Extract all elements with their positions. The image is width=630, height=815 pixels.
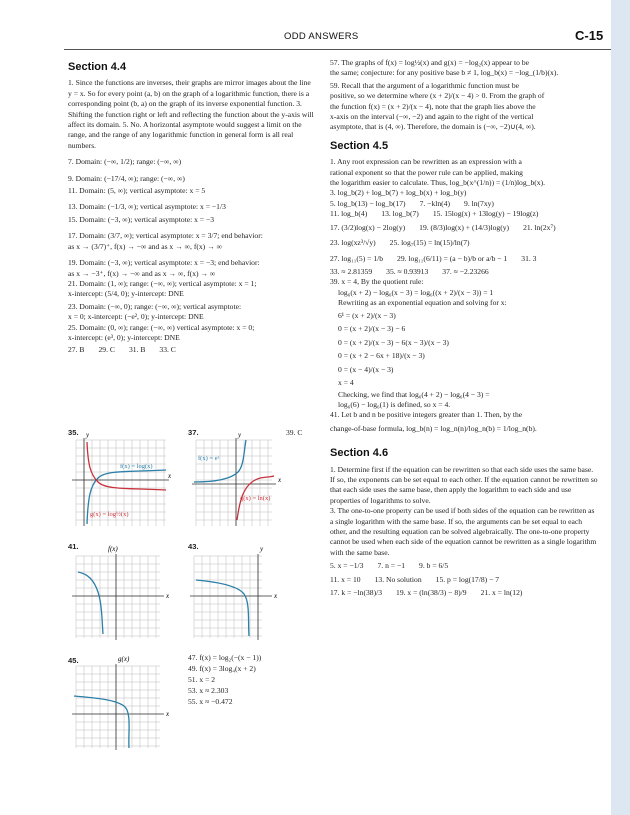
answer-27: 27. B [68, 345, 85, 355]
step-5: 0 = (x − 4)/(x − 3) [338, 364, 394, 374]
page-header [0, 30, 611, 50]
graph-37-label: 37. [188, 428, 199, 437]
graph-35 [68, 428, 172, 528]
answer-4-5-39-e: log₆(6) − log₆(1) is defined, so x = 4. [338, 399, 451, 409]
answer-59: 59. Recall that the argument of a logarithmic function must be [330, 80, 520, 90]
answer-49: 49. f(x) = 3log₄(x + 2) [188, 664, 256, 673]
answer-4-5-23: 23. log(xz³/√y) [330, 238, 376, 248]
graph-43-plot [188, 542, 288, 642]
answer-31: 31. B [128, 345, 146, 355]
answer-9: 9. Domain: (−17/4, ∞); range: (−∞, ∞) [68, 173, 185, 183]
graph-45-plot [68, 652, 178, 752]
answer-4-6-19: 19. x = (ln(38/3) − 8)/9 [396, 588, 467, 598]
graph-43-x-axis: x [274, 592, 278, 600]
section-4-6-title: Section 4.6 [330, 447, 389, 460]
step-3: 0 = (x + 2)/(x − 3) − 6(x − 3)/(x − 3) [338, 337, 449, 347]
section-4-4-title: Section 4.4 [68, 61, 127, 73]
right-column [330, 58, 598, 598]
graph-37-g-label: g(x) = ln(x) [240, 495, 271, 502]
left-column [68, 58, 316, 356]
answer-59-b: positive, so we determine where (x + 2)/(x − 4) > 0. From the graph of [330, 91, 545, 101]
answer-4-5-25: 25. log₇(15) = ln(15)/ln(7) [389, 238, 470, 248]
answer-5-text: 5. No. A horizontal asymptote would suggest a limit on the range, and the range of any logarithmic function in general form is all real numbers. [68, 120, 302, 150]
answer-4-5-39-steps [330, 309, 598, 390]
answer-4-5-39-c: Rewriting as an exponential equation and solving for x: [338, 298, 507, 308]
step-1: 6¹ = (x + 2)/(x − 3) [338, 310, 396, 320]
page-edge-strip [611, 0, 630, 815]
answer-4-5-35: 35. ≈ 0.93913 [386, 266, 429, 276]
multiple-choice-row [68, 345, 316, 355]
answer-4-5-19: 19. (8/3)log(x) + (14/3)log(y) [419, 222, 510, 232]
answer-4-6-5: 5. x = −1/3 [330, 561, 364, 571]
answers-17-21 [330, 223, 598, 233]
answer-4-5-41: 41. Let b and n be positive integers greater than 1. Then, by the [330, 410, 523, 420]
answer-4-6-15: 15. p = log(17/8) − 7 [435, 574, 500, 584]
answer-4-6-3: 3. The one-to-one property can be used if both sides of the equation can be rewritten as a single logarithm with the same base. If so, the arguments can be set equal to each other, and the resulting equation can be solved algebraically. The one-to-one property cannot be used when each side of the equation cannot be rewritten as a single logarithm with the same base. [330, 506, 597, 557]
graph-35-x-axis: x [168, 472, 172, 480]
graph-37-plot [188, 428, 288, 528]
answer-4-5-9: 9. ln(7xy) [464, 198, 494, 208]
answer-57: 57. The graphs of f(x) = log½(x) and g(x) = −log₂(x) appear to be [330, 58, 530, 67]
answer-59-d: x-axis on the interval (−∞, −2) and again to the right of the vertical [330, 112, 534, 122]
answer-39-left: 39. C [286, 428, 303, 437]
answer-1-text: 1. Since the functions are inverses, their graphs are mirror images about the line y = x. So for every point (a, b) on the graph of a logarithmic function, there is a corresponding point (b, a) on the graph of its inverse exponential function. [68, 78, 311, 109]
answers-33-37 [330, 267, 598, 277]
answer-23-end: x = 0; x-intercept: (−e², 0); y-intercept: DNE [68, 312, 204, 322]
answer-15: 15. Domain: (−3, ∞); vertical asymptote: x = −3 [68, 214, 215, 224]
answer-4-6-11: 11. x = 10 [330, 574, 361, 584]
graph-37-y-axis: y [238, 431, 242, 439]
answer-4-5-1-c: the logarithm easier to calculate. Thus, log_b(x^(1/n)) = (1/n)log_b(x). [330, 178, 545, 188]
answer-4-5-33: 33. ≈ 2.81359 [330, 266, 373, 276]
answers-47-55 [188, 652, 261, 707]
graph-35-y-axis: y [86, 431, 90, 439]
graph-41-plot [68, 542, 178, 642]
answer-4-5-39: 39. x = 4, By the quotient rule: [330, 277, 424, 287]
answers-11-15 [330, 209, 598, 219]
answer-4-5-13: 13. log_b(7) [381, 209, 419, 219]
graph-41-x-axis: x [166, 592, 170, 600]
answer-47: 47. f(x) = log₂(−(x − 1)) [188, 653, 262, 662]
answer-33: 33. C [159, 345, 176, 355]
answer-29: 29. C [98, 345, 115, 355]
answer-4-5-41-b: change-of-base formula, log_b(n) = log_n(n)/log_n(b) = 1/log_n(b). [330, 423, 537, 433]
answer-21: 21. Domain: (1, ∞); range: (−∞, ∞); vertical asymptote: x = 1; [68, 278, 257, 288]
answer-4-6-17: 17. k = −ln(38)/3 [330, 588, 383, 598]
graph-35-f-label: f(x) = log(x) [120, 463, 153, 470]
answer-4-5-39-b: log₆(x + 2) − log₆(x − 3) = log₆((x + 2)/(x − 3)) = 1 [338, 287, 494, 297]
step-4: 0 = (x + 2 − 6x + 18)/(x − 3) [338, 351, 425, 361]
answer-4-5-1: 1. Any root expression can be rewritten as an expression with a [330, 157, 522, 167]
answers-27-31 [330, 254, 598, 264]
graph-43 [188, 542, 288, 642]
answer-4-6-9: 9. b = 6/5 [419, 561, 449, 571]
answer-4-6-21: 21. x = ln(12) [480, 588, 523, 598]
header-rule [64, 49, 611, 50]
answer-51: 51. x = 2 [188, 675, 216, 684]
graph-45-y-axis: g(x) [118, 655, 130, 663]
answer-4-5-31: 31. 3 [521, 253, 537, 263]
answer-57-end: the same; conjecture: for any positive base b ≠ 1, log_b(x) = −log_(1/b)(x). [330, 68, 559, 78]
answer-21-end: x-intercept: (5/4, 0); y-intercept: DNE [68, 289, 184, 299]
graph-37-x-axis: x [278, 476, 282, 484]
answer-4-5-11: 11. log_b(4) [330, 209, 368, 219]
graph-35-label: 35. [68, 428, 79, 437]
graph-35-plot [68, 428, 173, 528]
page-number: C-15 [575, 28, 604, 43]
graph-43-y-axis: y [260, 545, 264, 553]
answer-4-5-5: 5. log_b(13) − log_b(17) [330, 198, 406, 208]
step-6: x = 4 [338, 378, 354, 388]
answer-4-5-37: 37. ≈ −2.23266 [442, 266, 489, 276]
answer-4-5-29: 29. log₁₁(6/11) = (a − b)/b or a/b − 1 [397, 253, 508, 263]
answers-4-6-11-15 [330, 575, 598, 585]
answer-4-6-13: 13. No solution [374, 574, 422, 584]
graph-45 [68, 652, 168, 752]
header-title: ODD ANSWERS [284, 31, 359, 42]
answer-4-5-3: 3. log_b(2) + log_b(7) + log_b(x) + log_b(y) [330, 188, 467, 198]
answer-4-5-15: 15. 15log(x) + 13log(y) − 19log(z) [432, 209, 539, 219]
answer-4-5-39-d: Checking, we find that log₆(4 + 2) − log₆(4 − 3) = [338, 389, 490, 399]
section-4-5-title: Section 4.5 [330, 139, 389, 152]
answer-19-end: as x → −3⁺, f(x) → −∞ and as x → ∞, f(x) → ∞ [68, 268, 216, 278]
answer-13: 13. Domain: (−1/3, ∞); vertical asymptote: x = −1/3 [68, 202, 226, 212]
answers-4-6-17-21 [330, 588, 598, 598]
answer-4-6-1: 1. Determine first if the equation can be rewritten so that each side uses the same base. If so, the exponents can be set equal to each other. If the equation cannot be rewritten so that each side uses the same base, then apply the logarithm to each side and use properties of logarithms to solve. [330, 464, 598, 505]
answer-1 [68, 78, 316, 151]
graph-43-label: 43. [188, 542, 199, 551]
graph-35-g-label: g(x) = log½(x) [90, 511, 129, 518]
answers-5-9 [330, 199, 598, 209]
answer-3-text: 3. Shifting the function right or left and reflecting the function about the y-axis will affect its domain. [68, 99, 314, 130]
graph-37-f-label: f(x) = eˣ [198, 455, 220, 462]
graph-41 [68, 542, 168, 642]
answer-25: 25. Domain: (0, ∞); range: (−∞, ∞) vertical asymptote: x = 0; [68, 322, 255, 332]
answer-7: 7. Domain: (−∞, 1/2); range: (−∞, ∞) [68, 157, 182, 167]
graph-37 [188, 428, 288, 528]
answer-4-5-17: 17. (3/2)log(x) − 2log(y) [330, 222, 406, 232]
answer-4-5-21: 21. ln(2x⁷) [523, 222, 556, 232]
graph-41-y-axis: f(x) [108, 545, 118, 553]
graph-45-label: 45. [68, 656, 79, 665]
answer-17-end: as x → (3/7)⁺, f(x) → −∞ and as x → ∞, f(x) → ∞ [68, 241, 223, 251]
answer-59-c: the function f(x) = (x + 2)/(x − 4), note that the graph lies above the [330, 101, 536, 111]
answer-4-5-7: 7. −kln(4) [419, 198, 451, 208]
graph-41-label: 41. [68, 542, 79, 551]
answers-23-25 [330, 238, 598, 248]
answer-59-e: asymptote, that is (4, ∞). Therefore, the domain is (−∞, −2)∪(4, ∞). [330, 122, 536, 132]
answer-53: 53. x ≈ 2.303 [188, 686, 229, 695]
step-2: 0 = (x + 2)/(x − 3) − 6 [338, 324, 406, 334]
answer-11: 11. Domain: (5, ∞); vertical asymptote: x = 5 [68, 186, 206, 196]
answer-17: 17. Domain: (3/7, ∞); vertical asymptote: x = 3/7; end behavior: [68, 231, 263, 241]
answers-4-6-5-9 [330, 561, 598, 571]
answer-23: 23. Domain: (−∞, 0); range: (−∞, ∞); vertical asymptote: [68, 301, 242, 311]
answer-4-6-7: 7. n = −1 [377, 561, 406, 571]
answer-25-end: x-intercept: (e³, 0); y-intercept: DNE [68, 332, 180, 342]
answer-4-5-1-b: rational exponent so that the power rule can be applied, making [330, 167, 523, 177]
answer-55: 55. x ≈ −0.472 [188, 697, 233, 706]
graph-45-x-axis: x [166, 710, 170, 718]
answer-19: 19. Domain: (−3, ∞); vertical asymptote: x = −3; end behavior: [68, 258, 260, 268]
answer-4-5-27: 27. log₁₁(5) = 1/b [330, 253, 384, 263]
